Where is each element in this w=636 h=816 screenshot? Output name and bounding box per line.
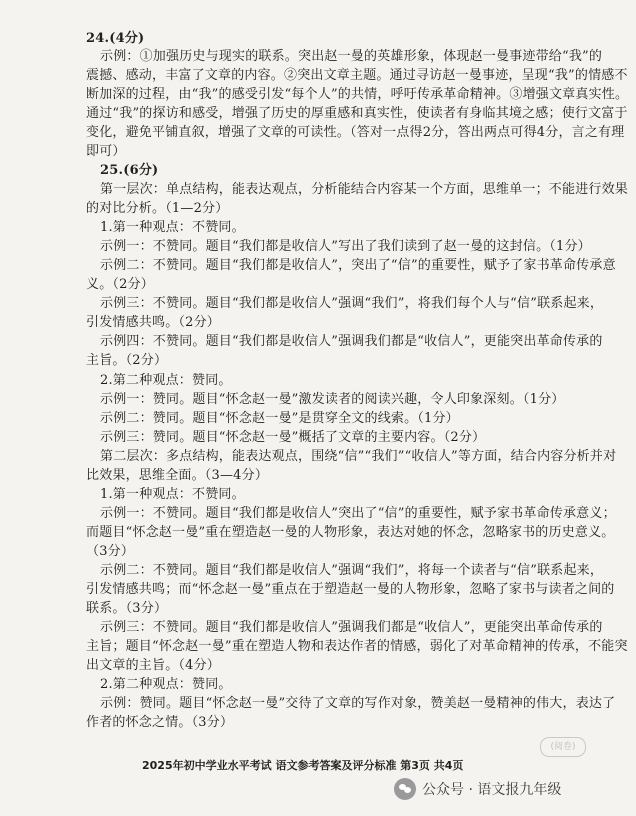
stamp-mark: (阅卷) — [540, 737, 586, 757]
text-line: 示例三：赞同。题目“怀念赵一曼”概括了文章的主要内容。（2分） — [100, 430, 486, 445]
text-line: 作者的怀念之情。（3分） — [86, 715, 234, 730]
text-line: 主旨。（2分） — [86, 353, 168, 368]
text-line: 第一层次：单点结构，能表达观点，分析能结合内容某一个方面，思维单一；不能进行效果 — [100, 182, 629, 197]
q25-heading: 25.(6分) — [100, 163, 159, 178]
text-line: 义。（2分） — [86, 277, 154, 292]
text-line: 引发情感共鸣；而“怀念赵一曼”重点在于塑造赵一曼的人物形象，忽略了家书与读者之间的 — [86, 582, 615, 597]
text-line: 第二层次：多点结构，能表达观点，围绕“信”“我们”“收信人”等方面，结合内容分析并对 — [100, 449, 617, 464]
text-line: 的对比分析。（1—2分） — [86, 201, 229, 216]
wechat-icon — [394, 778, 416, 800]
watermark-text: 公众号 · 语文报九年级 — [422, 782, 562, 798]
text-line: 示例一：不赞同。题目“我们都是收信人”写出了我们读到了赵一曼的这封信。（1分） — [100, 239, 591, 254]
text-line: 示例：赞同。题目“怀念赵一曼”交待了文章的写作对象，赞美赵一曼精神的伟大，表达了 — [100, 696, 616, 711]
q24-heading: 24.(4分) — [86, 31, 145, 46]
text-line: 比效果，思维全面。（3—4分） — [86, 468, 269, 483]
text-line: 示例二：不赞同。题目“我们都是收信人”，突出了“信”的重要性，赋予了家书革命传承意 — [100, 258, 616, 273]
text-line: （3分） — [86, 544, 135, 559]
text-line: 示例二：不赞同。题目“我们都是收信人”强调“我们”，将每一个读者与“信”联系起来， — [100, 563, 604, 578]
text-line: 1.第一种观点：不赞同。 — [100, 220, 245, 235]
text-line: 1.第一种观点：不赞同。 — [100, 487, 245, 502]
text-line: 示例三：不赞同。题目“我们都是收信人”强调我们都是“收信人”，更能突出革命传承的 — [100, 620, 603, 635]
text-line: 示例一：赞同。题目“怀念赵一曼”激发读者的阅读兴趣，令人印象深刻。（1分） — [100, 392, 565, 407]
text-line: 出文章的主旨。（4分） — [86, 658, 220, 673]
text-line: 即可） — [86, 144, 126, 159]
text-line: 通过“我”的探访和感受，增强了历史的厚重感和真实性，使读者有身临其境之感；使行文富于 — [86, 106, 628, 121]
text-line: 示例四：不赞同。题目“我们都是收信人”强调我们都是“收信人”，更能突出革命传承的 — [100, 334, 603, 349]
watermark — [394, 778, 561, 800]
text-line: 变化，避免平铺直叙，增强了文章的可读性。（答对一点得2分，答出两点可得4分，言之有理 — [86, 125, 625, 140]
text-line: 示例一：不赞同。题目“我们都是收信人”突出了“信”的重要性，赋予家书革命传承意义； — [100, 506, 616, 521]
text-line: 示例三：不赞同。题目“我们都是收信人”强调“我们”，将我们每个人与“信”联系起来， — [100, 296, 604, 311]
text-line: 引发情感共鸣。（2分） — [86, 315, 220, 330]
page-footer: 2025年初中学业水平考试 语文参考答案及评分标准 第3页 共4页 — [142, 759, 464, 772]
text-line: 断加深的过程，由“我”的感受引发“每个人”的共情，呼吁传承革命精神。③增强文章真实性。 — [86, 87, 629, 102]
text-line: 联系。（3分） — [86, 601, 168, 616]
text-line: 震撼、感动，丰富了文章的内容。②突出文章主题。通过寻访赵一曼事迹，呈现“我”的情感不 — [86, 68, 628, 83]
text-line: 2.第二种观点：赞同。 — [100, 373, 232, 388]
text-line: 示例二：赞同。题目“怀念赵一曼”是贯穿全文的线索。（1分） — [100, 411, 459, 426]
text-line: 主旨；题目“怀念赵一曼”重在塑造人物和表达作者的情感，弱化了对革命精神的传承，不能突 — [86, 639, 628, 654]
text-line: 2.第二种观点：赞同。 — [100, 677, 232, 692]
text-line: 示例：①加强历史与现实的联系。突出赵一曼的英雄形象，体现赵一曼事迹带给“我”的 — [100, 49, 603, 64]
text-line: 而题目“怀念赵一曼”重在塑造赵一曼的人物形象，表达对她的怀念，忽略家书的历史意义。 — [86, 525, 615, 540]
